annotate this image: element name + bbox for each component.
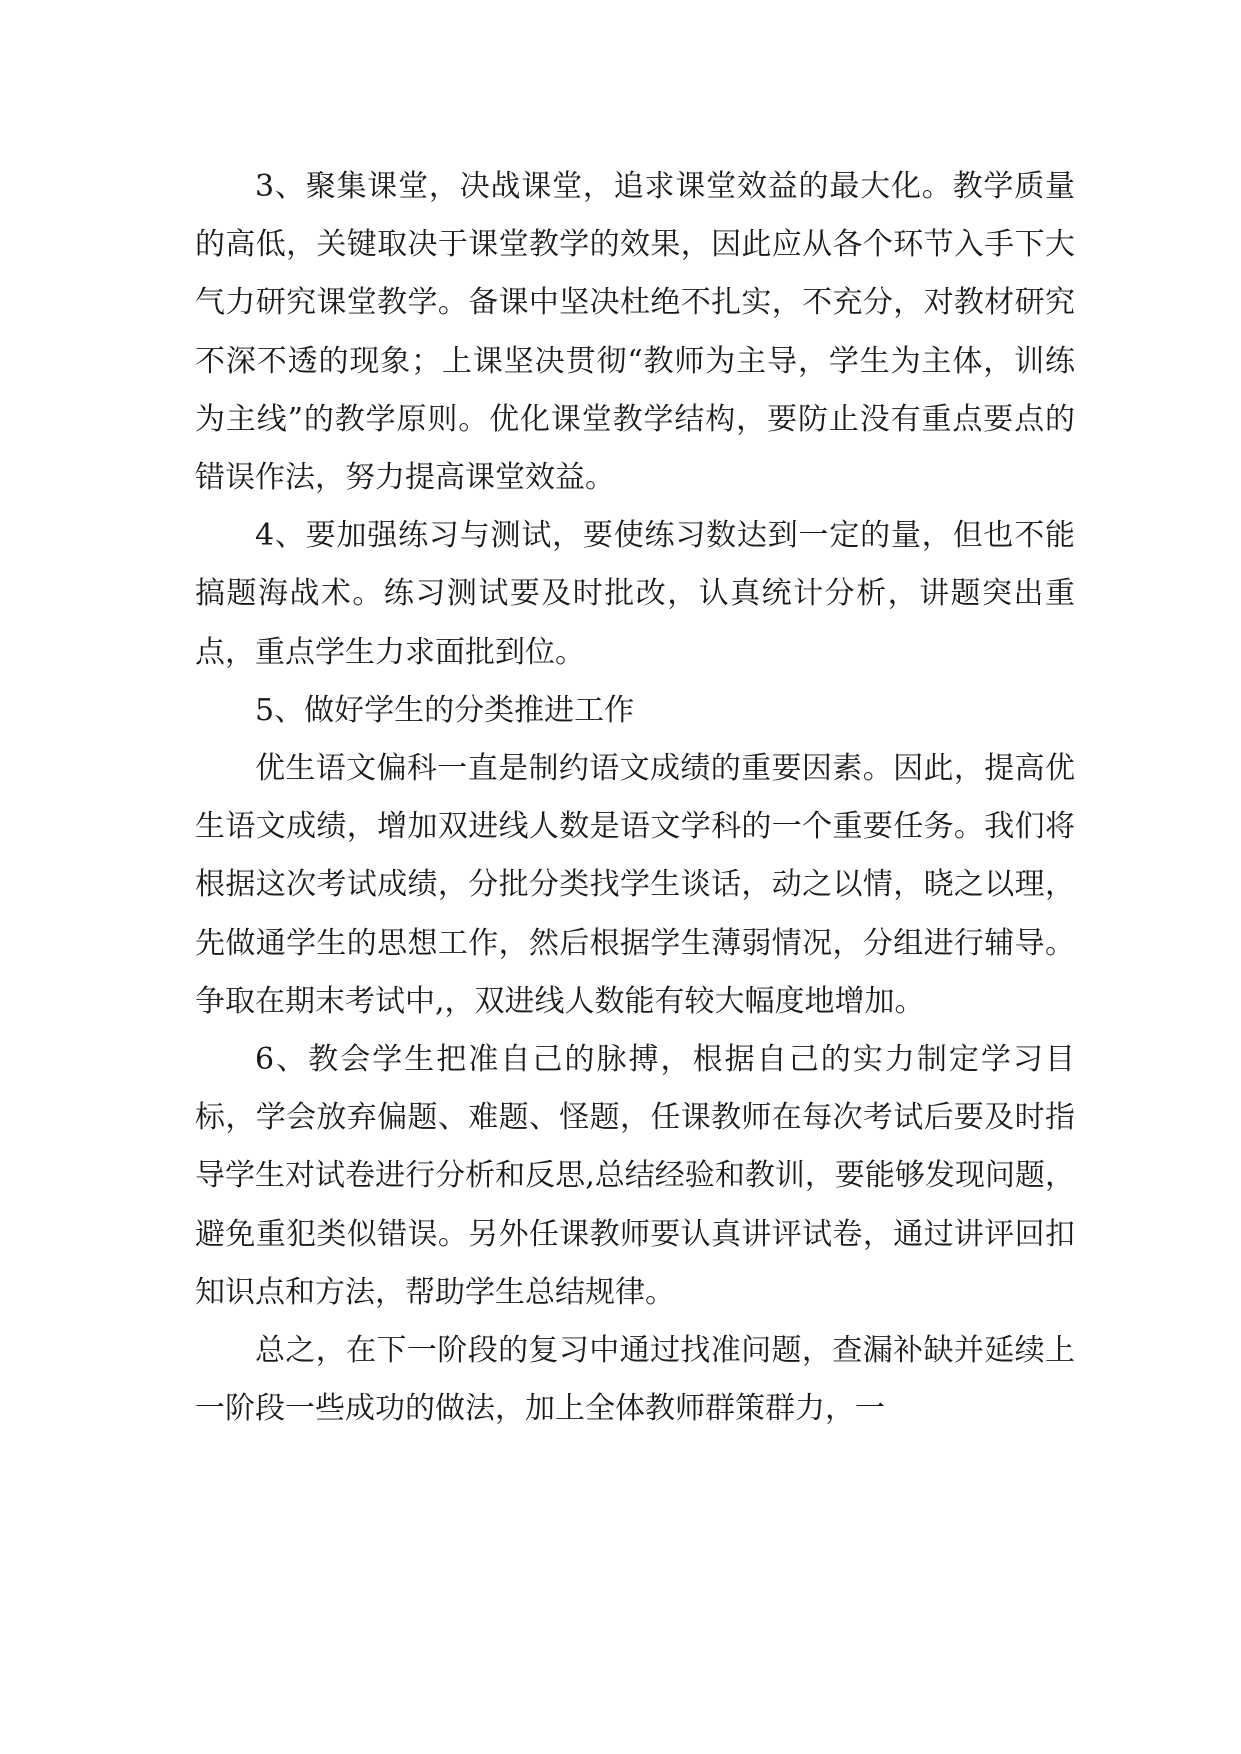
- paragraph-top-students: 优生语文偏科一直是制约语文成绩的重要因素。因此，提高优生语文成绩，增加双进线人数是语文学科的一个重要任务。我们将根据这次考试成绩，分批分类找学生谈话，动之以情，晓之以理，先做通学生的思想工作，然后根据学生薄弱情况，分组进行辅导。争取在期末考试中,，双进线人数能有较大幅度地增加。: [195, 751, 1075, 1019]
- paragraph-item-5-heading: 5、做好学生的分类推进工作: [255, 692, 635, 728]
- paragraph-summary: 总之，在下一阶段的复习中通过找准问题，查漏补缺并延续上一阶段一些成功的做法，加上全体教师群策群力，一: [195, 1333, 1075, 1427]
- paragraph-item-4: 4、要加强练习与测试，要使练习数达到一定的量，但也不能搞题海战术。练习测试要及时批改，认真统计分析，讲题突出重点，重点学生力求面批到位。: [195, 518, 1075, 670]
- document-body: [195, 158, 1075, 1438]
- paragraph-item-3: 3、聚集课堂，决战课堂，追求课堂效益的最大化。教学质量的高低，关键取决于课堂教学的效果，因此应从各个环节入手下大气力研究课堂教学。备课中坚决杜绝不扎实，不充分，对教材研究不深不透的现象；上课坚决贯彻“教师为主导，学生为主体，训练为主线”的教学原则。优化课堂教学结构，要防止没有重点要点的错误作法，努力提高课堂效益。: [195, 169, 1075, 496]
- paragraph-item-6: 6、教会学生把准自己的脉搏，根据自己的实力制定学习目标，学会放弃偏题、难题、怪题，任课教师在每次考试后要及时指导学生对试卷进行分析和反思,总结经验和教训，要能够发现问题，避免重犯类似错误。另外任课教师要认真讲评试卷，通过讲评回扣知识点和方法，帮助学生总结规律。: [195, 1042, 1075, 1310]
